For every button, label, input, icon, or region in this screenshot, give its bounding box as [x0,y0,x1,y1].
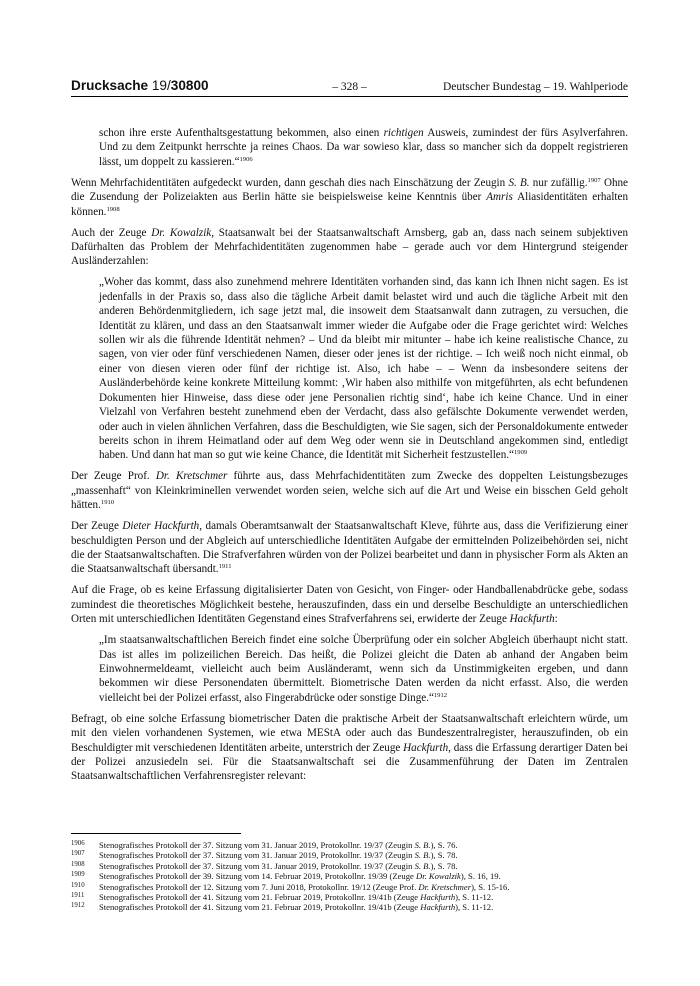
footnote-ref[interactable]: 1908 [106,205,120,213]
paragraph: Befragt, ob eine solche Erfassung biometrischer Daten die praktische Arbeit der Staatsanwaltschaft erleichtern würde, um mit den vielen vorhandenen Systemen, wie etwa MEStA oder auch das Bundeszentralregister, herauszufinden, ob ein Beschuldigter mit verschiedenen Identitäten arbeite, unterstrich der Zeuge Hackfurth, dass die Erfassung derartiger Daten bei der Polizei anzusiedeln sei. Für die Staatsanwaltschaft sei die Zusammenführung der Daten im Zentralen Staatsanwaltschaftlichen Verfahrensregister relevant: [71,712,628,783]
footnote-ref[interactable]: 1910 [100,499,115,507]
doc-number-prefix: 19/ [151,78,171,93]
paragraph: Auf die Frage, ob es keine Erfassung digitalisierter Daten von Gesicht, von Finger- oder Handballenabdrücke gebe, sodass zumindest die theoretisches Möglichkeit bestehe, herauszufinden, dass ein und derselbe Beschuldigte an unterschiedlichen Orten mit unterschiedlichen Identitäten Gegenstand eines Strafverfahrens sei, erwiderte der Zeuge Hackfurth: [71,584,628,626]
footnote: 1909 Stenografisches Protokoll der 39. Sitzung vom 14. Februar 2019, Protokollnr. 19/39 (Zeuge Dr. Kowalzik), S. 16, 19. [71,871,501,882]
footnote-ref[interactable]: 1911 [218,563,232,571]
doc-number-main: 30800 [170,78,209,93]
quote-paragraph: schon ihre erste Aufenthaltsgestattung bekommen, also einen richtigen Ausweis, zumindest der fürs Asylverfahren. Und zu dem Zeitpunkt herrschte ja reines Chaos. Da war sowieso klar, dass so mancher sich da doppelt registrieren lässt, um doppelt zu kassieren.“$^{1906}$ [99,127,628,168]
paragraph: Auch der Zeuge Dr. Kowalzik, Staatsanwalt bei der Staatsanwaltschaft Arnsberg, gab an, dass nach seinem subjektiven Dafürhalten das Problem der Mehrfachidentitäten zugenommen habe – gerade auch vor dem Hintergrund steigender Ausländerzahlen: [71,226,628,268]
footnote-number: 1912 [71,902,85,910]
footnote-number: 1909 [71,871,85,879]
footnote-number: 1908 [71,860,85,868]
quote-paragraph: „Im staatsanwaltschaftlichen Bereich findet eine solche Überprüfung oder ein solcher Abgleich überhaupt nicht statt. Das ist alles im polizeilichen Bereich. Das heißt, die Polizei gleicht die Daten ab anhand der Angaben beim Einwohnermeldeamt, vielleicht auch beim Ausländeramt, wenn sich da Unstimmigkeiten ergeben, und dann bekommen wir diese Personendaten übermittelt. Biometrische Daten werden da nicht erfasst. Also, die werden vielleicht bei der Polizei erfasst, also Fingerabdrücke oder sonstige Dinge.“$^{1912}$ [99,634,628,704]
footnote-divider [71,833,241,834]
footnote: 1908 Stenografisches Protokoll der 37. Sitzung vom 31. Januar 2019, Protokollnr. 19/37 (Zeugin S. B.), S. 78. [71,860,458,871]
page-number: – 328 – [332,81,367,93]
footnote-ref[interactable]: 1907 [587,176,601,184]
paragraph: Wenn Mehrfachidentitäten aufgedeckt wurden, dann geschah dies nach Einschätzung der Zeugin S. B. nur zufällig.$^{1907}$ Ohne die Zusendung der Polizeiakten aus Berlin hätte sie beispielsweise keine Kenntnis über Amris Aliasidentitäten erhalten können.$^{1908}$ [71,176,628,218]
page-header [71,78,628,97]
footnote-ref[interactable]: 1909 [513,449,528,457]
footnote-number: 1907 [71,850,85,858]
footnote: 1906 Stenografisches Protokoll der 37. Sitzung vom 31. Januar 2019, Protokollnr. 19/37 (Zeugin S. B.), S. 76. [71,840,458,850]
footnote: 1912 Stenografisches Protokoll der 41. Sitzung vom 21. Februar 2019, Protokollnr. 19/41b (Zeuge Hackfurth), S. 11-12. [71,902,494,913]
footnote: 1911 Stenografisches Protokoll der 41. Sitzung vom 21. Februar 2019, Protokollnr. 19/41b (Zeuge Hackfurth), S. 11-12. [71,892,494,903]
footnotes [71,840,628,913]
footnote-number: 1906 [71,840,85,847]
doc-label: Drucksache [71,78,149,93]
footnote-number: 1910 [71,881,85,889]
paragraph: Der Zeuge Dieter Hackfurth, damals Oberamtsanwalt der Staatsanwaltschaft Kleve, führte aus, dass die Verifizierung einer beschuldigten Person und der Abgleich auf unterschiedliche Identitäten Aufgabe der ermittelnden Polizeibehörden sei, nicht die der Staatsanwaltschaften. Die Strafverfahren würden von der Polizei bearbeitet und dann in physischer Form als Akten an die Staatsanwaltschaft übersandt.$^{1911}$ [71,520,628,576]
footnote-ref[interactable]: 1906 [239,155,253,163]
paragraph: Der Zeuge Prof. Dr. Kretschmer führte aus, dass Mehrfachidentitäten zum Zwecke des doppelten Leistungsbezuges „massenhaft“ von Kleinkriminellen verwendet worden seien, welche sich auf die Art und Weise ein bisschen Geld geholt hätten.$^{1910}$ [71,470,629,512]
footnote-number: 1911 [71,892,85,900]
quote-paragraph: „Woher das kommt, dass also zunehmend mehrere Identitäten vorhanden sind, das kann ich Ihnen nicht sagen. Es ist jedenfalls in der Praxis so, dass also die tägliche Arbeit damit belastet wird und auch die tägliche Arbeit mit den anderen Behördenmitgliedern, ich sage jetzt mal, die insoweit dem Staatsanwalt dann zutragen, zu versuchen, die Identität zu klären, und dass an den Staatsanwalt immer wieder die Aufgabe oder die Frage gerichtet wird: Welches sollen wir als die führende Identität nehmen? – Und da bleibt mir mitunter – habe ich keine realistische Chance, zu sagen, von vier oder fünf verschiedenen Namen, dieser oder jenes ist der richtige. – Ich weiß noch nicht einmal, ob einer von diesen vieren oder fünf der richtige ist. Also, ich habe – – Wenn da insbesondere seitens der Ausländerbehörde keine konkrete Mitteilung kommt: ‚Wir haben also mithilfe von mitgeführten, als echt befundenen Dokumenten hier Hinweise, dass diese oder jene Personalien richtig sind‘, habe ich keine Chance. Und in einer Vielzahl von Verfahren besteht zunehmend eben der Verdacht, dass also gefälschte Dokumente verwendet werden, oder auch in vielen ähnlichen Verfahren, dass die Beschuldigten, wie Sie sagen, sich der Personaldokumente entweder bereits schon in ihrem Heimatland oder auf dem Weg oder wenn sie in Deutschland angekommen sind, entledigt haben. Und dann hat man so gut wie keine Chance, die Identität mit Sicherheit festzustellen.“$^{1909}$ [99,276,628,462]
footnote: 1907 Stenografisches Protokoll der 37. Sitzung vom 31. Januar 2019, Protokollnr. 19/37 (Zeugin S. B.), S. 78. [71,850,458,861]
footnote: 1910 Stenografisches Protokoll der 12. Sitzung vom 7. Juni 2018, Protokollnr. 19/12 (Zeuge Prof. Dr. Kretschmer), S. 15-16. [71,881,510,892]
footnote-ref[interactable]: 1912 [433,691,448,699]
institution-label: Deutscher Bundestag – 19. Wahlperiode [442,81,628,93]
body-text [71,126,628,790]
